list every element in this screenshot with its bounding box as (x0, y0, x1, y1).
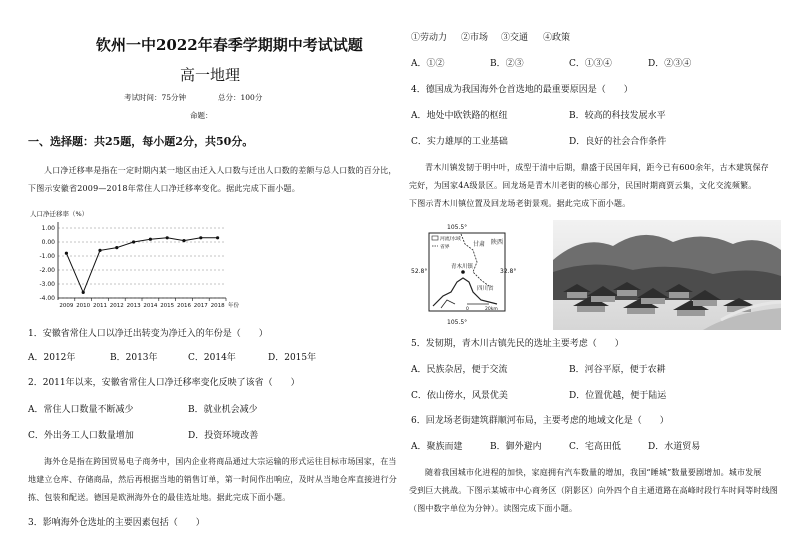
q3-factor-1: ①劳动力 (411, 33, 448, 43)
map-lon-top: 105.5° (447, 224, 468, 231)
map-label-shaanxi: 陕西 (491, 239, 504, 246)
map-lon-bottom: 105.5° (447, 319, 468, 326)
chart-xtick-label: 2009 (59, 303, 74, 309)
chart-point (182, 239, 185, 242)
chart-point (65, 252, 68, 255)
passage3-line-1: 青木川镇发韧于明中叶，成型于清中后期，鼎盛于民国年间，距今已有600余年，古木建筑保存 (425, 163, 769, 172)
q6-option-a[interactable]: A．聚族而建 (411, 442, 463, 452)
passage2-line-1: 海外仓是指在跨国贸易电子商务中，国内企业将商品通过大宗运输的形式运往目标市场国家，在当 (44, 457, 397, 466)
chart-ytick-label: 0.00 (41, 239, 55, 246)
chart-point (216, 236, 219, 239)
chart-ytick-label: -2.00 (39, 267, 55, 274)
section-heading: 一、选择题：共25题，每小题2分，共50分。 (28, 135, 254, 148)
q5-stem: 5．发韧期，青木川古镇先民的选址主要考虑（ ） (411, 339, 624, 349)
subject-title: 高一地理 (180, 66, 241, 84)
migration-chart-svg (26, 206, 240, 318)
scale-zero: 0 (466, 307, 469, 312)
exam-time: 考试时间：75分钟 (124, 93, 187, 102)
q1-stem: 1．安徽省常住人口以净迁出转变为净迁入的年份是（ ） (28, 329, 268, 339)
location-map (411, 220, 523, 326)
q2-option-c[interactable]: C．外出务工人口数量增加 (28, 431, 134, 441)
legend-boundary-label: 省界 (440, 245, 450, 250)
passage2-line-2: 地建立仓库、存储商品，然后再根据当地的销售订单，第一时间作出响应，及时从当地仓库直接进行分 (28, 475, 397, 484)
chart-points (65, 236, 219, 294)
q1-option-a[interactable]: A．2012年 (28, 353, 76, 363)
chart-xtick-label: 2015 (160, 303, 175, 309)
q3-option-a[interactable]: A．①② (411, 59, 445, 69)
q3-factor-3: ③交通 (501, 33, 529, 43)
chart-grid (58, 222, 226, 300)
passage2-line-3: 拣、包装和配送。德国是欧洲海外仓的最佳选址地。据此完成下面小题。 (28, 493, 291, 502)
chart-xtick-label: 2013 (126, 303, 141, 309)
chart-xtick-label: 2012 (109, 303, 124, 309)
map-lat-right: 32.8° (500, 268, 517, 275)
old-street-photo-svg (553, 220, 781, 330)
q1-option-c[interactable]: C．2014年 (188, 353, 236, 363)
chart-ytick-label: -1.00 (39, 253, 55, 260)
q5-option-a[interactable]: A．民族杂居，便于交流 (411, 365, 508, 375)
chart-ytick-label: -4.00 (39, 295, 55, 302)
q3-option-c[interactable]: C．①③④ (569, 59, 612, 69)
q5-option-d[interactable]: D．位置优越，便于陆运 (569, 391, 667, 401)
q4-option-a[interactable]: A．地处中欧铁路的枢纽 (411, 111, 508, 121)
q4-option-d[interactable]: D．良好的社会合作条件 (569, 137, 667, 147)
q5-option-b[interactable]: B．河谷平原，便于农耕 (569, 365, 666, 375)
q3-option-b[interactable]: B．②③ (490, 59, 524, 69)
chart-xticks (59, 298, 239, 309)
q2-stem: 2．2011年以来，安徽省常住人口净迁移率变化反映了该省（ ） (28, 378, 300, 388)
q6-stem: 6．回龙场老街建筑群顺河布局，主要考虑的地域文化是（ ） (411, 416, 669, 426)
q1-option-d[interactable]: D．2015年 (268, 353, 317, 363)
intro-line-2: 下图示安徽省2009—2018年常住人口净迁移率变化。据此完成下面小题。 (28, 184, 300, 193)
old-street-photo (553, 220, 781, 330)
scale-distance: 20km (485, 307, 498, 312)
passage3-line-2: 完好，为国家4A级景区。回龙场是青木川老街的核心部分，民国时期商贾云集，文化交流频繁。 (409, 181, 757, 190)
passage4-line-2: 受到巨大挑战。下图示某城市中心商务区（阴影区）向外四个自主通道路在高峰时段行车时间等时线图 (409, 486, 778, 495)
map-label-sichuan: 四川省 (477, 286, 494, 292)
exam-title: 钦州一中2022年春季学期期中考试试题 (96, 36, 363, 54)
location-map-svg (411, 220, 523, 326)
q3-stem: 3．影响海外仓选址的主要因素包括（ ） (28, 518, 205, 528)
chart-point (115, 246, 118, 249)
map-lat-left: 52.8° (411, 268, 428, 275)
chart-xtick-label: 2017 (193, 303, 208, 309)
chart-point (199, 236, 202, 239)
chart-ylabel: 人口净迁移率（%） (30, 210, 89, 218)
migration-chart (26, 206, 240, 318)
town-marker-icon (461, 270, 465, 274)
chart-xtick-label: 2018 (210, 303, 225, 309)
map-label-gansu: 甘肃 (473, 241, 486, 248)
q4-option-c[interactable]: C．实力雄厚的工业基础 (411, 137, 508, 147)
q4-stem: 4．德国成为我国海外仓首选地的最重要原因是（ ） (411, 85, 633, 95)
q3-factor-4: ④政策 (543, 33, 571, 43)
chart-point (132, 240, 135, 243)
q1-option-b[interactable]: B．2013年 (110, 353, 158, 363)
chart-point (82, 291, 85, 294)
total-score: 总分：100分 (218, 93, 263, 102)
q2-option-b[interactable]: B．就业机会减少 (188, 405, 258, 415)
chart-xtick-label: 2016 (177, 303, 191, 309)
chart-point (98, 249, 101, 252)
chart-yticks (39, 225, 55, 302)
intro-line-1: 人口净迁移率是指在一定时期内某一地区由迁入人口数与迁出人口数的差额与总人口数的百分比， (44, 166, 397, 175)
q6-option-c[interactable]: C．宅高田低 (569, 442, 621, 452)
q6-option-d[interactable]: D．水道贸易 (648, 442, 701, 452)
chart-xtick-label: 2011 (93, 303, 107, 309)
chart-ytick-label: 1.00 (41, 225, 55, 232)
chart-point (149, 238, 152, 241)
chart-xtick-label: 2010 (76, 303, 91, 309)
q6-option-b[interactable]: B．御外避内 (490, 442, 542, 452)
q2-option-d[interactable]: D．投资环境改善 (188, 431, 259, 441)
setter-label: 命题： (190, 111, 213, 120)
q3-factor-2: ②市场 (461, 33, 489, 43)
chart-xtick-label: 2014 (143, 303, 158, 309)
q4-option-b[interactable]: B．较高的科技发展水平 (569, 111, 666, 121)
q3-option-d[interactable]: D．②③④ (648, 59, 692, 69)
right-column (397, 0, 782, 560)
passage4-line-3: （图中数字单位为分钟）。读图完成下面小题。 (409, 504, 578, 513)
passage4-line-1: 随着我国城市化进程的加快，家庭拥有汽车数量的增加，我国“睡城”数量要剧增加。城市发展 (425, 468, 762, 477)
passage3-line-3: 下图示青木川镇位置及回龙场老街景观。据此完成下面小题。 (409, 199, 631, 208)
chart-point (166, 236, 169, 239)
q2-option-a[interactable]: A．常住人口数量不断减少 (28, 405, 134, 415)
legend-river-label: 河流/水域 (440, 237, 461, 242)
map-label-town: 青木川镇 (451, 264, 474, 270)
chart-xaxis-suffix: 年份 (228, 303, 240, 309)
chart-ytick-label: -3.00 (39, 281, 55, 288)
q5-option-c[interactable]: C．依山傍水，风景优美 (411, 391, 508, 401)
